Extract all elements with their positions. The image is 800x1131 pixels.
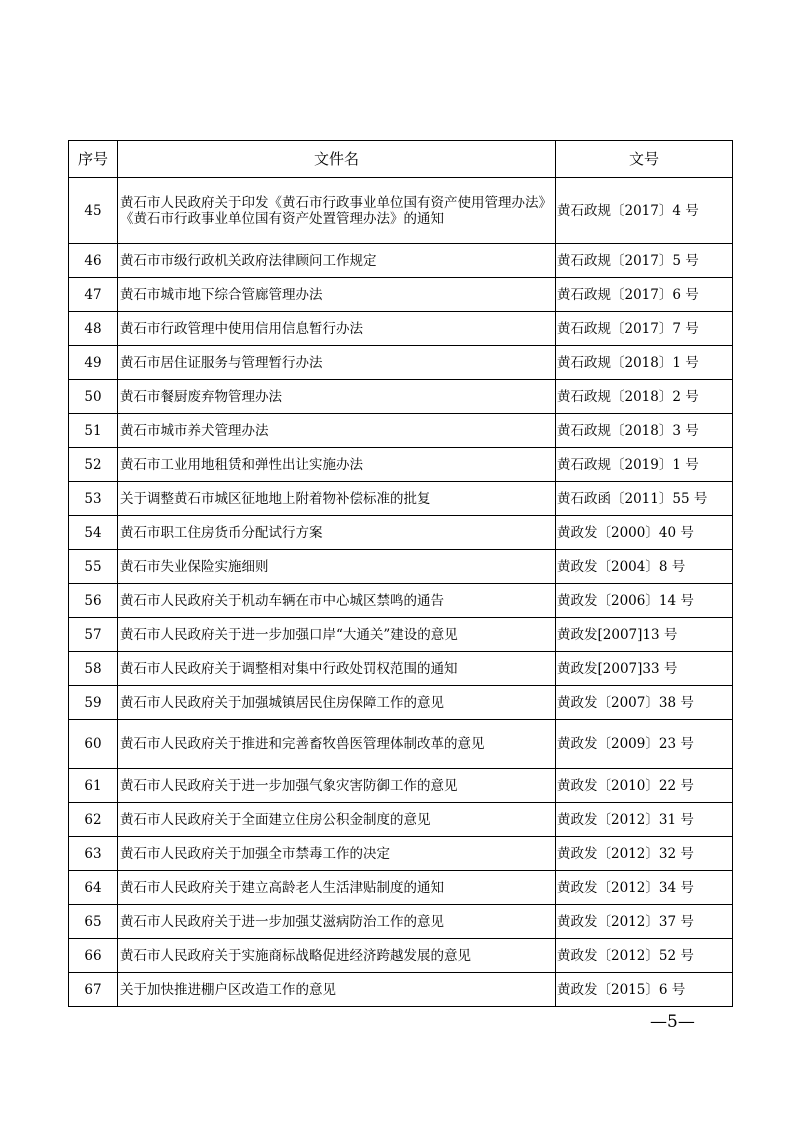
row-doc-no: 黄政发〔2012〕34 号 <box>556 871 733 905</box>
row-file-name: 关于加快推进棚户区改造工作的意见 <box>118 973 556 1007</box>
row-seq: 49 <box>69 346 118 380</box>
row-doc-no: 黄政发〔2012〕31 号 <box>556 803 733 837</box>
row-doc-no: 黄石政规〔2018〕2 号 <box>556 380 733 414</box>
row-doc-no: 黄政发〔2000〕40 号 <box>556 516 733 550</box>
row-file-name: 黄石市职工住房货币分配试行方案 <box>118 516 556 550</box>
row-seq: 63 <box>69 837 118 871</box>
row-doc-no: 黄石政规〔2018〕1 号 <box>556 346 733 380</box>
table-row <box>69 550 733 584</box>
row-doc-no: 黄政发〔2010〕22 号 <box>556 769 733 803</box>
row-doc-no: 黄石政规〔2019〕1 号 <box>556 448 733 482</box>
row-file-name: 黄石市工业用地租赁和弹性出让实施办法 <box>118 448 556 482</box>
row-file-name: 黄石市人民政府关于推进和完善畜牧兽医管理体制改革的意见 <box>118 720 556 769</box>
table-row <box>69 769 733 803</box>
table-row <box>69 584 733 618</box>
row-file-name: 黄石市人民政府关于进一步加强气象灾害防御工作的意见 <box>118 769 556 803</box>
row-file-name: 黄石市人民政府关于加强城镇居民住房保障工作的意见 <box>118 686 556 720</box>
table-row <box>69 905 733 939</box>
row-seq: 53 <box>69 482 118 516</box>
table-row <box>69 837 733 871</box>
row-doc-no: 黄石政规〔2017〕6 号 <box>556 278 733 312</box>
row-file-name: 黄石市人民政府关于加强全市禁毒工作的决定 <box>118 837 556 871</box>
table-row <box>69 652 733 686</box>
row-seq: 57 <box>69 618 118 652</box>
page-number: —5— <box>650 1012 695 1032</box>
row-seq: 66 <box>69 939 118 973</box>
table-row <box>69 414 733 448</box>
row-doc-no: 黄石政函〔2011〕55 号 <box>556 482 733 516</box>
row-doc-no: 黄政发〔2012〕37 号 <box>556 905 733 939</box>
table-row <box>69 346 733 380</box>
row-doc-no: 黄政发〔2015〕6 号 <box>556 973 733 1007</box>
row-doc-no: 黄石政规〔2017〕5 号 <box>556 244 733 278</box>
row-file-name: 关于调整黄石市城区征地地上附着物补偿标准的批复 <box>118 482 556 516</box>
row-seq: 48 <box>69 312 118 346</box>
table-row <box>69 871 733 905</box>
row-file-name: 黄石市城市养犬管理办法 <box>118 414 556 448</box>
table-row <box>69 973 733 1007</box>
row-doc-no: 黄政发〔2004〕8 号 <box>556 550 733 584</box>
row-file-name: 黄石市人民政府关于进一步加强艾滋病防治工作的意见 <box>118 905 556 939</box>
row-file-name: 黄石市人民政府关于全面建立住房公积金制度的意见 <box>118 803 556 837</box>
row-doc-no: 黄石政规〔2017〕7 号 <box>556 312 733 346</box>
row-file-name: 黄石市人民政府关于印发《黄石市行政事业单位国有资产使用管理办法》《黄石市行政事业单位国有资产处置管理办法》的通知 <box>118 178 556 244</box>
table-row <box>69 686 733 720</box>
table-row <box>69 516 733 550</box>
row-doc-no: 黄政发[2007]13 号 <box>556 618 733 652</box>
row-seq: 52 <box>69 448 118 482</box>
row-file-name: 黄石市人民政府关于调整相对集中行政处罚权范围的通知 <box>118 652 556 686</box>
row-seq: 47 <box>69 278 118 312</box>
document-table <box>68 140 733 1007</box>
row-seq: 58 <box>69 652 118 686</box>
header-name: 文件名 <box>118 141 556 178</box>
table-row <box>69 482 733 516</box>
row-doc-no: 黄政发〔2009〕23 号 <box>556 720 733 769</box>
row-file-name: 黄石市人民政府关于进一步加强口岸“大通关”建设的意见 <box>118 618 556 652</box>
header-doc-no: 文号 <box>556 141 733 178</box>
row-seq: 60 <box>69 720 118 769</box>
row-file-name: 黄石市餐厨废弃物管理办法 <box>118 380 556 414</box>
row-doc-no: 黄政发〔2012〕52 号 <box>556 939 733 973</box>
row-doc-no: 黄石政规〔2018〕3 号 <box>556 414 733 448</box>
row-seq: 54 <box>69 516 118 550</box>
header-seq: 序号 <box>69 141 118 178</box>
row-seq: 50 <box>69 380 118 414</box>
table-row <box>69 178 733 244</box>
table-row <box>69 278 733 312</box>
row-doc-no: 黄政发〔2012〕32 号 <box>556 837 733 871</box>
row-doc-no: 黄政发[2007]33 号 <box>556 652 733 686</box>
row-seq: 62 <box>69 803 118 837</box>
row-file-name: 黄石市人民政府关于机动车辆在市中心城区禁鸣的通告 <box>118 584 556 618</box>
row-file-name: 黄石市人民政府关于建立高龄老人生活津贴制度的通知 <box>118 871 556 905</box>
row-seq: 45 <box>69 178 118 244</box>
row-seq: 56 <box>69 584 118 618</box>
row-file-name: 黄石市城市地下综合管廊管理办法 <box>118 278 556 312</box>
row-doc-no: 黄石政规〔2017〕4 号 <box>556 178 733 244</box>
table-header-row <box>69 141 733 178</box>
row-doc-no: 黄政发〔2007〕38 号 <box>556 686 733 720</box>
table-row <box>69 720 733 769</box>
row-file-name: 黄石市人民政府关于实施商标战略促进经济跨越发展的意见 <box>118 939 556 973</box>
row-seq: 61 <box>69 769 118 803</box>
row-doc-no: 黄政发〔2006〕14 号 <box>556 584 733 618</box>
row-file-name: 黄石市行政管理中使用信用信息暂行办法 <box>118 312 556 346</box>
table-row <box>69 244 733 278</box>
table-row <box>69 380 733 414</box>
row-file-name: 黄石市失业保险实施细则 <box>118 550 556 584</box>
row-file-name: 黄石市市级行政机关政府法律顾问工作规定 <box>118 244 556 278</box>
row-seq: 65 <box>69 905 118 939</box>
row-seq: 67 <box>69 973 118 1007</box>
table-row <box>69 618 733 652</box>
row-file-name: 黄石市居住证服务与管理暂行办法 <box>118 346 556 380</box>
table-row <box>69 939 733 973</box>
row-seq: 55 <box>69 550 118 584</box>
table-row <box>69 312 733 346</box>
table-row <box>69 448 733 482</box>
table-row <box>69 803 733 837</box>
row-seq: 59 <box>69 686 118 720</box>
row-seq: 51 <box>69 414 118 448</box>
row-seq: 64 <box>69 871 118 905</box>
row-seq: 46 <box>69 244 118 278</box>
